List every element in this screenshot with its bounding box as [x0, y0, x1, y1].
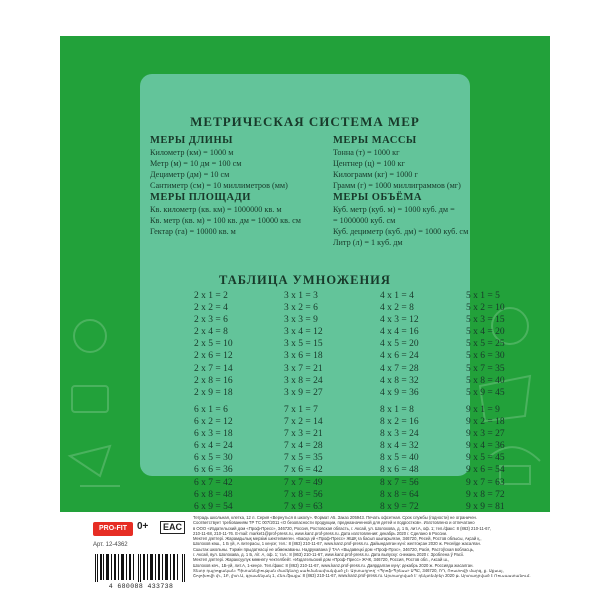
fine-print — [193, 515, 543, 579]
mult-row: 8 x 5 = 40 — [380, 453, 419, 464]
area-measures — [150, 191, 301, 237]
mult-row: 4 x 1 = 4 — [380, 291, 414, 301]
mult-row: 4 x 8 = 32 — [380, 375, 419, 386]
mult-row: 6 x 1 = 6 — [194, 405, 228, 415]
mult-row: 7 x 8 = 56 — [284, 489, 323, 500]
mult-row: 2 x 2 = 4 — [194, 303, 228, 314]
mult-column-5 — [466, 290, 505, 399]
mult-row: 3 x 2 = 6 — [284, 303, 318, 314]
mult-row: 6 x 6 = 36 — [194, 465, 233, 476]
mult-column-4 — [380, 290, 419, 399]
mult-row: 4 x 4 = 16 — [380, 327, 419, 338]
mult-row: 2 x 8 = 16 — [194, 375, 233, 386]
length-measures — [150, 134, 288, 191]
age-rating-mark: 0+ — [137, 521, 149, 532]
mult-row: 4 x 6 = 24 — [380, 351, 419, 362]
volume-line: Куб. метр (куб. м) = 1000 куб. дм = — [333, 205, 455, 214]
mult-row: 5 x 2 = 10 — [466, 303, 505, 314]
mult-row: 5 x 1 = 5 — [466, 291, 500, 301]
volume-line: Куб. дециметр (куб. дм) = 1000 куб. см — [333, 227, 469, 236]
fine-print-line: в ООО «Издательский дом «Проф-Пресс», 346720, Россия, Ростовская область, г. Аксай, ул. Шолохова, д. 1 Б, лит.А, оф. 1; тел./факс: 8 (863) 210-11-67, — [193, 525, 491, 531]
mult-row: 6 x 4 = 24 — [194, 441, 233, 452]
mult-column-6 — [194, 404, 233, 513]
profit-logo: PRO-FIT — [93, 522, 133, 536]
mult-row: 3 x 4 = 12 — [284, 327, 323, 338]
notebook-cover — [60, 36, 550, 594]
mult-row: 6 x 2 = 12 — [194, 417, 233, 428]
length-line: Метр (м) = 10 дм = 100 см — [150, 159, 242, 168]
mass-measures — [333, 134, 461, 191]
mult-row: 9 x 9 = 81 — [466, 501, 505, 512]
mult-row: 5 x 5 = 25 — [466, 339, 505, 350]
mult-row: 4 x 7 = 28 — [380, 363, 419, 374]
mult-row: 6 x 7 = 42 — [194, 477, 233, 488]
mult-row: 2 x 9 = 18 — [194, 387, 233, 398]
mult-row: 8 x 8 = 64 — [380, 489, 419, 500]
mult-row: 3 x 3 = 9 — [284, 315, 318, 326]
volume-line: Литр (л) = 1 куб. дм — [333, 238, 403, 247]
multiplication-table-title: ТАБЛИЦА УМНОЖЕНИЯ — [219, 273, 391, 287]
barcode-graphic — [93, 554, 189, 582]
mult-row: 2 x 1 = 2 — [194, 291, 228, 301]
fine-print-line: Տետր դպրոցական։ Պիտանելիության ժամկետը սահմանափակված չէ։ Արտադրող՝ «Պրոֆ-Պրեսս» ՍՊԸ, 346720, ՌԴ, Ռոստովի մարզ, ք. Աքսայ, — [193, 567, 504, 573]
mult-row: 9 x 5 = 45 — [466, 453, 505, 464]
fine-print-line: Соответствует требованиям ТР ТС 007/2011 «О безопасности продукции, предназначенной для детей и подростков». Изготовлено и отпечатано — [193, 520, 475, 526]
mult-row: 5 x 4 = 20 — [466, 327, 505, 338]
mult-row: 2 x 4 = 8 — [194, 327, 228, 338]
mult-row: 8 x 3 = 24 — [380, 429, 419, 440]
fine-print-line: 210-11-68, 210-11-76. E-mail: market1@prof-press.ru, www.kanz.prof-press.ru. Дата изготовления: декабрь 2020 г. Сделано в России. — [193, 530, 448, 536]
area-line: Кв. метр (кв. м) = 100 кв. дм = 10000 кв. см — [150, 216, 301, 225]
mult-row: 4 x 3 = 12 — [380, 315, 419, 326]
mult-row: 7 x 1 = 7 — [284, 405, 318, 415]
mult-row: 3 x 9 = 27 — [284, 387, 323, 398]
mult-row: 8 x 7 = 56 — [380, 477, 419, 488]
mass-header: МЕРЫ МАССЫ — [333, 135, 417, 146]
mult-row: 4 x 2 = 8 — [380, 303, 414, 314]
mult-row: 7 x 4 = 28 — [284, 441, 323, 452]
mult-row: 2 x 5 = 10 — [194, 339, 233, 350]
length-header: МЕРЫ ДЛИНЫ — [150, 135, 233, 146]
mult-row: 7 x 6 = 42 — [284, 465, 323, 476]
mult-row: 4 x 9 = 36 — [380, 387, 419, 398]
area-line: Кв. километр (кв. км) = 1000000 кв. м — [150, 205, 282, 214]
metric-system-title: МЕТРИЧЕСКАЯ СИСТЕМА МЕР — [190, 114, 420, 129]
mult-row: 2 x 6 = 12 — [194, 351, 233, 362]
mult-row: 3 x 8 = 24 — [284, 375, 323, 386]
reference-panel — [140, 74, 505, 512]
product-info-footer — [60, 512, 550, 594]
length-line: Дециметр (дм) = 10 см — [150, 170, 230, 179]
mass-line: Килограмм (кг) = 1000 г — [333, 170, 418, 179]
mult-column-2 — [194, 290, 233, 399]
mult-row: 9 x 6 = 54 — [466, 465, 505, 476]
fine-print-line: Շոլոխովի փ., 1Բ, լիտ.Ա, գրասենյակ 1, Հեռ./ֆաքս: 8 (863) 210-11-67, www.kanz.prof-press.ru. Արտադրված է՝ դեկտեմբեր 2020 թ. Արտադրված է Ռուսաստանում. — [193, 573, 531, 579]
mult-row: 5 x 6 = 30 — [466, 351, 505, 362]
mass-line: Центнер (ц) = 100 кг — [333, 159, 405, 168]
volume-line: = 1000000 куб. см — [333, 216, 396, 225]
area-header: МЕРЫ ПЛОЩАДИ — [150, 192, 251, 203]
mult-row: 7 x 7 = 49 — [284, 477, 323, 488]
area-line: Гектар (га) = 10000 кв. м — [150, 227, 236, 236]
mult-row: 6 x 8 = 48 — [194, 489, 233, 500]
mult-row: 4 x 5 = 20 — [380, 339, 419, 350]
mult-row: 6 x 9 = 54 — [194, 501, 233, 512]
mult-row: 9 x 7 = 63 — [466, 477, 505, 488]
mult-row: 9 x 3 = 27 — [466, 429, 505, 440]
mult-row: 6 x 5 = 30 — [194, 453, 233, 464]
eac-certification-mark: EAC — [160, 521, 185, 534]
mult-row: 2 x 3 = 6 — [194, 315, 228, 326]
fine-print-line: Шолохов көш., 1 Б үй, А литерасы, 1 кеңсе; тел.: 8 (863) 210-11-67, www.kanz.prof-press.ru. Дайындалған күні: желтоқсан 2020 ж. Ресейде жасалған. — [193, 541, 481, 547]
mult-row: 7 x 5 = 35 — [284, 453, 323, 464]
mult-column-7 — [284, 404, 323, 513]
fine-print-line: Мектеп дәптері. Жарамдылық мерзімі шектелмеген. «Басқа үй «Проф-Пресс» ЖШҚ ға басып шығарылған, 346720, Ресей, Ростов облысы, Ақсай қ., — [193, 536, 482, 542]
mass-line: Грамм (г) = 1000 миллиграммов (мг) — [333, 181, 461, 190]
volume-measures — [333, 191, 468, 248]
mult-row: 5 x 3 = 15 — [466, 315, 505, 326]
length-line: Километр (км) = 1000 м — [150, 148, 234, 157]
mass-line: Тонна (т) = 1000 кг — [333, 148, 400, 157]
fine-print-line: Тетрадь школьная, клетка, 12 л. Серия «Вернуться в школу». Формат А5. Заказ 205943. Печать офсетная. Срок службы (годности) не ограничен. — [193, 515, 477, 520]
fine-print-line: г. Аксай, вул. Шолохава, д. 1 Б, літ. А, оф. 1; тэл.: 8 (863) 210-11-67, www.kanz.prof-press.ru. Дата выпуску: снежань 2020 г. Зроблена ў Расіі. — [193, 552, 464, 558]
mult-row: 9 x 8 = 72 — [466, 489, 505, 500]
mult-row: 7 x 9 = 63 — [284, 501, 323, 512]
length-line: Сантиметр (см) = 10 миллиметров (мм) — [150, 181, 288, 190]
mult-row: 9 x 4 = 36 — [466, 441, 505, 452]
mult-column-9 — [466, 404, 505, 513]
mult-row: 6 x 3 = 18 — [194, 429, 233, 440]
mult-column-3 — [284, 290, 323, 399]
mult-row: 3 x 5 = 15 — [284, 339, 323, 350]
mult-column-8 — [380, 404, 419, 513]
mult-row: 3 x 1 = 3 — [284, 291, 318, 301]
mult-row: 8 x 1 = 8 — [380, 405, 414, 415]
mult-row: 7 x 2 = 14 — [284, 417, 323, 428]
barcode-number: 4 680088 433738 — [108, 583, 174, 590]
article-number: Арт. 12-4362 — [93, 542, 128, 548]
fine-print-line: Сшытак школьны. Тэрмін прыдатнасці не абмежаваны. Надрукавана ў ТАА «Выдавецкі дом «Проф-Прэс», 346720, Расія, Растоўская вобласць, — [193, 546, 475, 552]
mult-row: 3 x 7 = 21 — [284, 363, 323, 374]
mult-row: 5 x 8 = 40 — [466, 375, 505, 386]
mult-row: 2 x 7 = 14 — [194, 363, 233, 374]
mult-row: 8 x 2 = 16 — [380, 417, 419, 428]
mult-row: 8 x 4 = 32 — [380, 441, 419, 452]
mult-row: 8 x 6 = 48 — [380, 465, 419, 476]
mult-row: 9 x 1 = 9 — [466, 405, 500, 415]
volume-header: МЕРЫ ОБЪЁМА — [333, 192, 423, 203]
mult-row: 9 x 2 = 18 — [466, 417, 505, 428]
fine-print-line: Шолохов көч., 1Б-үй, лит.А, 1-кеңсе. Тел./факс: 8 (863) 210-11-67, www.kanz.prof-press.ru. Даярдалган күнү: декабрь 2020 ж. Россияда жасалган. — [193, 562, 474, 568]
mult-row: 5 x 7 = 35 — [466, 363, 505, 374]
mult-row: 5 x 9 = 45 — [466, 387, 505, 398]
mult-row: 8 x 9 = 72 — [380, 501, 419, 512]
mult-row: 3 x 6 = 18 — [284, 351, 323, 362]
fine-print-line: Мектеп дәптері. Жараксуулук мөөнөтү чектелбейт. «Издательский дом «Проф-Пресс» ЖЧК, 346720, Россия, Ростов обл., Аксай ш., — [193, 557, 450, 563]
mult-row: 7 x 3 = 21 — [284, 429, 323, 440]
